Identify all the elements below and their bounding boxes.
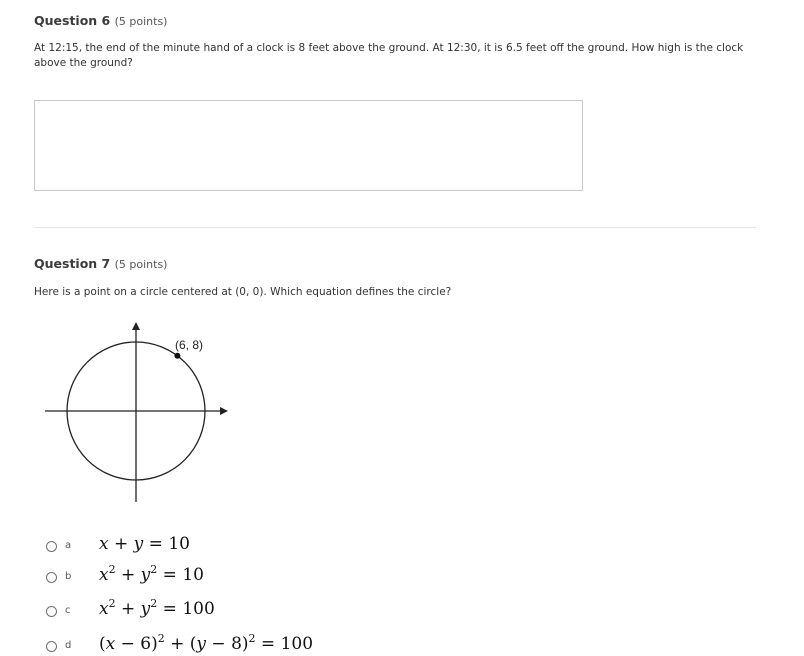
question-divider	[34, 227, 756, 228]
question-6-points: (5 points)	[114, 15, 168, 28]
question-6-answer-input[interactable]	[34, 100, 583, 191]
option-a-letter: a	[65, 540, 72, 551]
question-7-label: Question 7	[34, 256, 111, 271]
option-b[interactable]	[46, 563, 446, 591]
option-d[interactable]	[46, 632, 446, 656]
option-a-equation: x + y = 10	[99, 534, 190, 554]
question-6-label: Question 6	[34, 13, 111, 28]
question-6-text: At 12:15, the end of the minute hand of a clock is 8 feet above the ground. At 12:30, it is 6.5 feet off the ground. How high is the clock above the ground?	[34, 42, 744, 69]
point-label: (6, 8)	[175, 338, 204, 352]
option-b-equation: $x^2 + y^2 = 10$	[99, 563, 204, 585]
option-a-radio[interactable]	[46, 541, 57, 552]
question-6-title	[34, 13, 167, 28]
circle-point	[174, 353, 180, 359]
question-7-points: (5 points)	[114, 258, 168, 271]
option-d-letter: d	[65, 640, 72, 651]
question-7-text: Here is a point on a circle centered at (0, 0). Which equation defines the circle?	[34, 286, 452, 298]
option-c-letter: c	[65, 605, 71, 616]
option-c-radio[interactable]	[46, 606, 57, 617]
question-7-title	[34, 256, 167, 271]
option-a[interactable]	[46, 534, 446, 560]
option-b-letter: b	[65, 571, 72, 582]
option-d-radio[interactable]	[46, 641, 57, 652]
option-c-equation: $x^2 + y^2 = 100$	[99, 597, 215, 619]
circle-diagram	[40, 318, 240, 508]
option-d-equation: $(x - 6)^2 + (y - 8)^2 = 100$	[99, 632, 314, 654]
option-c[interactable]	[46, 597, 446, 625]
option-b-radio[interactable]	[46, 572, 57, 583]
